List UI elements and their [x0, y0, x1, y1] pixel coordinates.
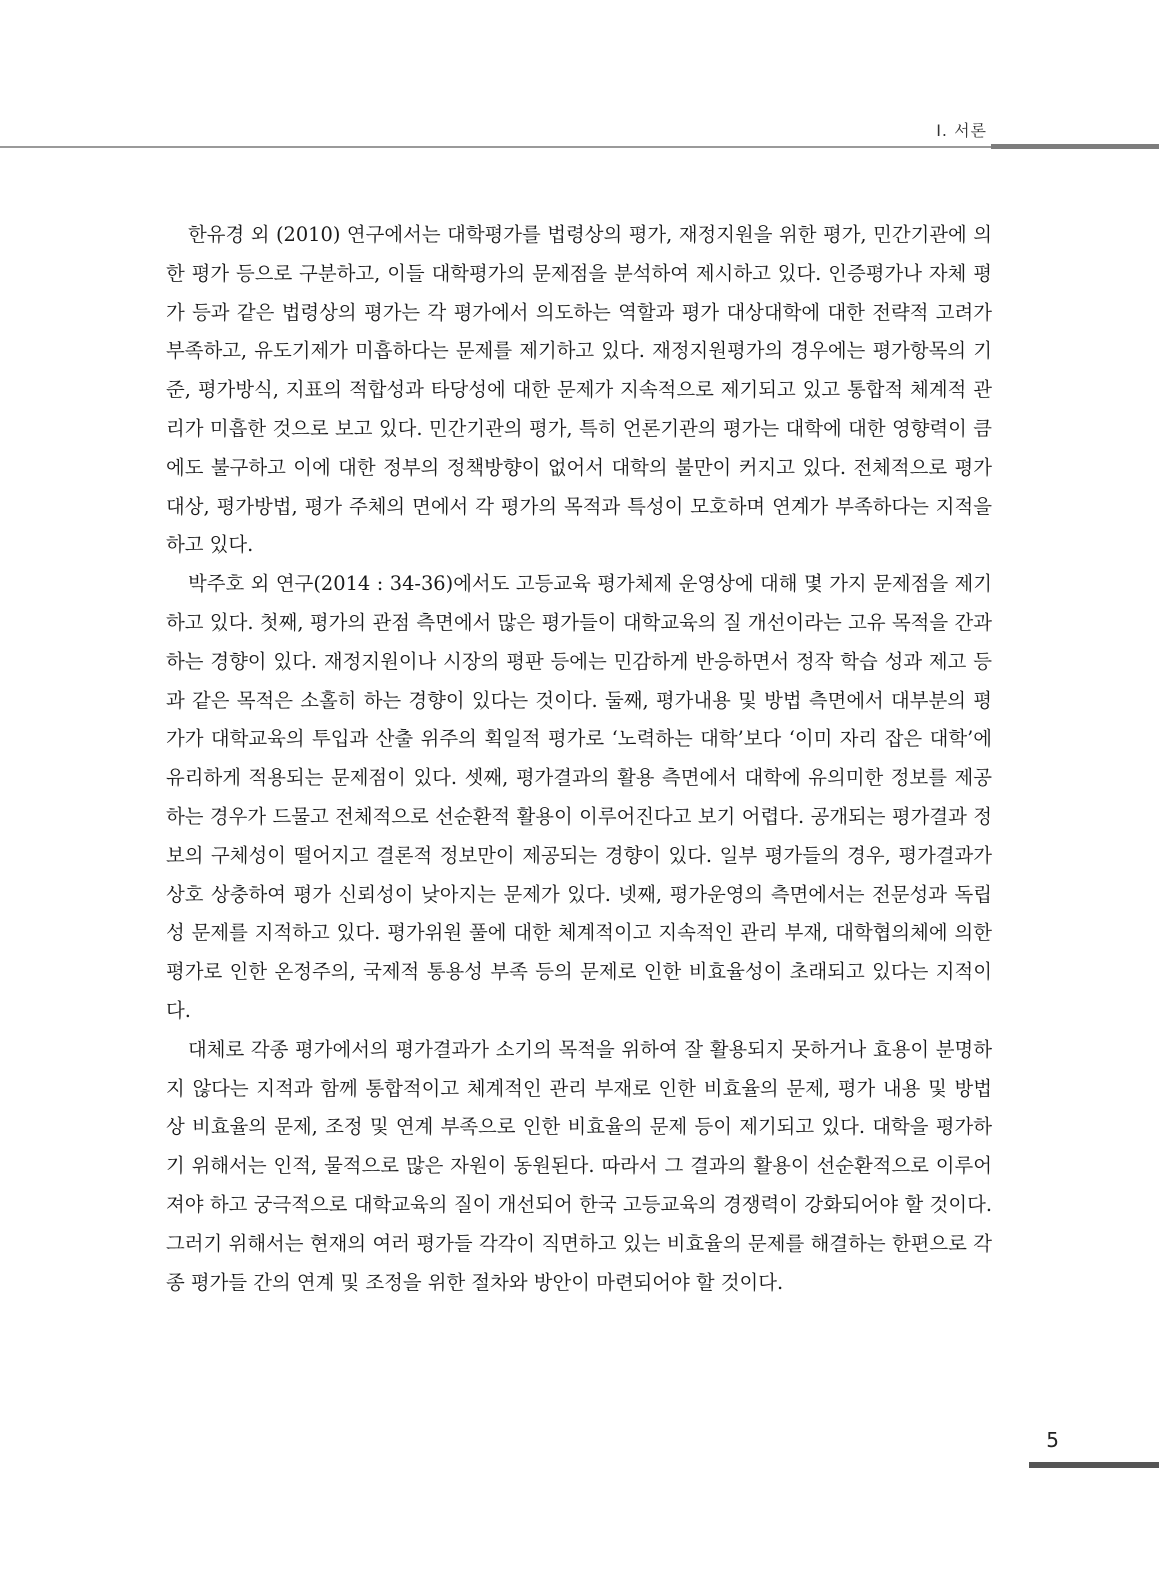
header-rule-accent — [991, 144, 1159, 149]
paragraph-1: 한유경 외 (2010) 연구에서는 대학평가를 법령상의 평가, 재정지원을 위한 평가, 민간기관에 의한 평가 등으로 구분하고, 이들 대학평가의 문제점을 분석하여 제시하고 있다. 인증평가나 자체 평가 등과 같은 법령상의 평가는 각 평가에서 의도하는 역할과 평가 대상대학에 대한 전략적 고려가 부족하고, 유도기제가 미흡하다는 문제를 제기하고 있다. 재정지원평가의 경우에는 평가항목의 기준, 평가방식, 지표의 적합성과 타당성에 대한 문제가 지속적으로 제기되고 있고 통합적 체계적 관리가 미흡한 것으로 보고 있다. 민간기관의 평가, 특히 언론기관의 평가는 대학에 대한 영향력이 큼에도 불구하고 이에 대한 정부의 정책방향이 없어서 대학의 불만이 커지고 있다. 전체적으로 평가대상, 평가방법, 평가 주체의 면에서 각 평가의 목적과 특성이 모호하며 연계가 부족하다는 지적을 하고 있다. — [166, 223, 992, 557]
body-text — [166, 216, 992, 1302]
header-rule — [0, 146, 1159, 148]
running-header: Ⅰ. 서론 — [936, 121, 987, 140]
footer-rule — [1029, 1462, 1159, 1468]
page-number: 5 — [1046, 1428, 1059, 1452]
paragraph-3: 대체로 각종 평가에서의 평가결과가 소기의 목적을 위하여 잘 활용되지 못하거나 효용이 분명하지 않다는 지적과 함께 통합적이고 체계적인 관리 부재로 인한 비효율의 문제, 평가 내용 및 방법 상 비효율의 문제, 조정 및 연계 부족으로 인한 비효율의 문제 등이 제기되고 있다. 대학을 평가하기 위해서는 인적, 물적으로 많은 자원이 동원된다. 따라서 그 결과의 활용이 선순환적으로 이루어져야 하고 궁극적으로 대학교육의 질이 개선되어 한국 고등교육의 경쟁력이 강화되어야 할 것이다. 그러기 위해서는 현재의 여러 평가들 각각이 직면하고 있는 비효율의 문제를 해결하는 한편으로 각종 평가들 간의 연계 및 조정을 위한 절차와 방안이 마련되어야 할 것이다. — [166, 1037, 992, 1294]
paragraph-2: 박주호 외 연구(2014 : 34-36)에서도 고등교육 평가체제 운영상에 대해 몇 가지 문제점을 제기하고 있다. 첫째, 평가의 관점 측면에서 많은 평가들이 대학교육의 질 개선이라는 고유 목적을 간과하는 경향이 있다. 재정지원이나 시장의 평판 등에는 민감하게 반응하면서 정작 학습 성과 제고 등과 같은 목적은 소홀히 하는 경향이 있다는 것이다. 둘째, 평가내용 및 방법 측면에서 대부분의 평가가 대학교육의 투입과 산출 위주의 획일적 평가로 ‘노력하는 대학’보다 ‘이미 자리 잡은 대학’에 유리하게 적용되는 문제점이 있다. 셋째, 평가결과의 활용 측면에서 대학에 유의미한 정보를 제공하는 경우가 드물고 전체적으로 선순환적 활용이 이루어진다고 보기 어렵다. 공개되는 평가결과 정보의 구체성이 떨어지고 결론적 정보만이 제공되는 경향이 있다. 일부 평가들의 경우, 평가결과가 상호 상충하여 평가 신뢰성이 낮아지는 문제가 있다. 넷째, 평가운영의 측면에서는 전문성과 독립성 문제를 지적하고 있다. 평가위원 풀에 대한 체계적이고 지속적인 관리 부재, 대학협의체에 의한 평가로 인한 온정주의, 국제적 통용성 부족 등의 문제로 인한 비효율성이 초래되고 있다는 지적이다. — [166, 572, 992, 1022]
